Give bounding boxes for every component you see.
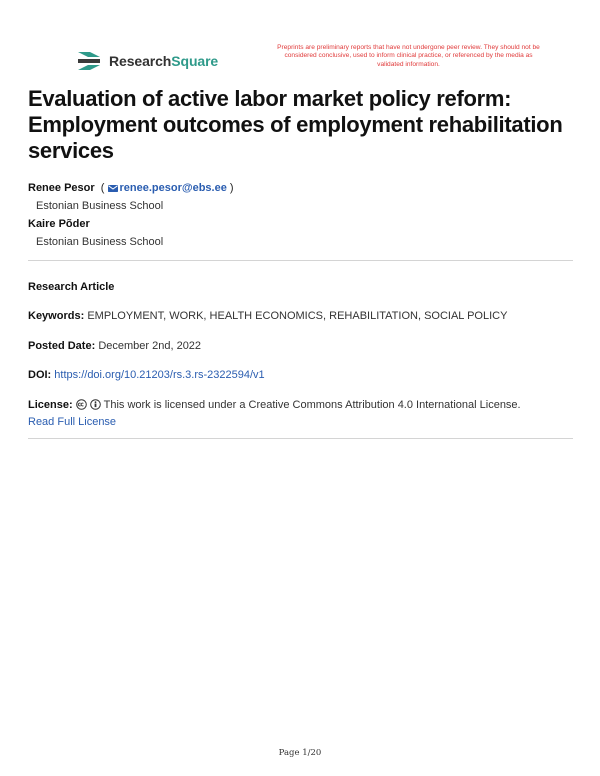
logo-word-research: Research (109, 53, 172, 69)
keywords-value: EMPLOYMENT, WORK, HEALTH ECONOMICS, REHABILITATION, SOCIAL POLICY (87, 310, 508, 322)
logo-word-square: Square (171, 53, 219, 69)
section-divider (28, 260, 573, 261)
preprint-notice: Preprints are preliminary reports that have not undergone peer review. They should not be considered conclusive, used to inform clinical practice, or referenced by the media as validated information. (277, 44, 540, 68)
page-header (76, 44, 546, 78)
author-affiliation: Estonian Business School (36, 236, 164, 248)
creative-commons-icon (76, 399, 87, 410)
article-type (28, 279, 573, 296)
keywords-label: Keywords: (28, 310, 85, 322)
logo-text (109, 53, 218, 69)
paper-title: Evaluation of active labor market policy reform: Employment outcomes of employment rehabilitation services (28, 86, 563, 163)
license-text: This work is licensed under a Creative Commons Attribution 4.0 International License. (103, 399, 521, 411)
license-row (28, 397, 573, 431)
research-square-logo[interactable] (76, 48, 218, 74)
doi-label: DOI: (28, 369, 52, 381)
article-type-value: Research Article (28, 281, 115, 293)
posted-date-label: Posted Date: (28, 340, 96, 352)
section-divider (28, 438, 573, 439)
author-list (28, 179, 573, 251)
author-name: Kaire Põder (28, 218, 90, 230)
author-affiliation: Estonian Business School (36, 200, 164, 212)
mail-icon (108, 185, 118, 192)
license-label: License: (28, 399, 73, 411)
page-number: Page 1/20 (278, 748, 322, 758)
author-entry (28, 179, 573, 197)
research-square-logo-icon (76, 48, 102, 74)
attribution-icon (90, 399, 101, 410)
author-email-link[interactable] (108, 182, 227, 194)
author-name: Renee Pesor (28, 182, 95, 194)
email-close-paren: ) (226, 182, 234, 194)
author-email: renee.pesor@ebs.ee (119, 182, 227, 194)
email-open-paren: ( (97, 182, 108, 194)
keywords-row (28, 308, 573, 325)
posted-date-row (28, 338, 573, 355)
doi-link[interactable]: https://doi.org/10.21203/rs.3.rs-2322594/v1 (54, 369, 265, 381)
doi-row (28, 367, 573, 384)
posted-date-value: December 2nd, 2022 (98, 340, 202, 352)
author-entry (28, 215, 573, 233)
read-full-license-link[interactable]: Read Full License (28, 416, 117, 428)
